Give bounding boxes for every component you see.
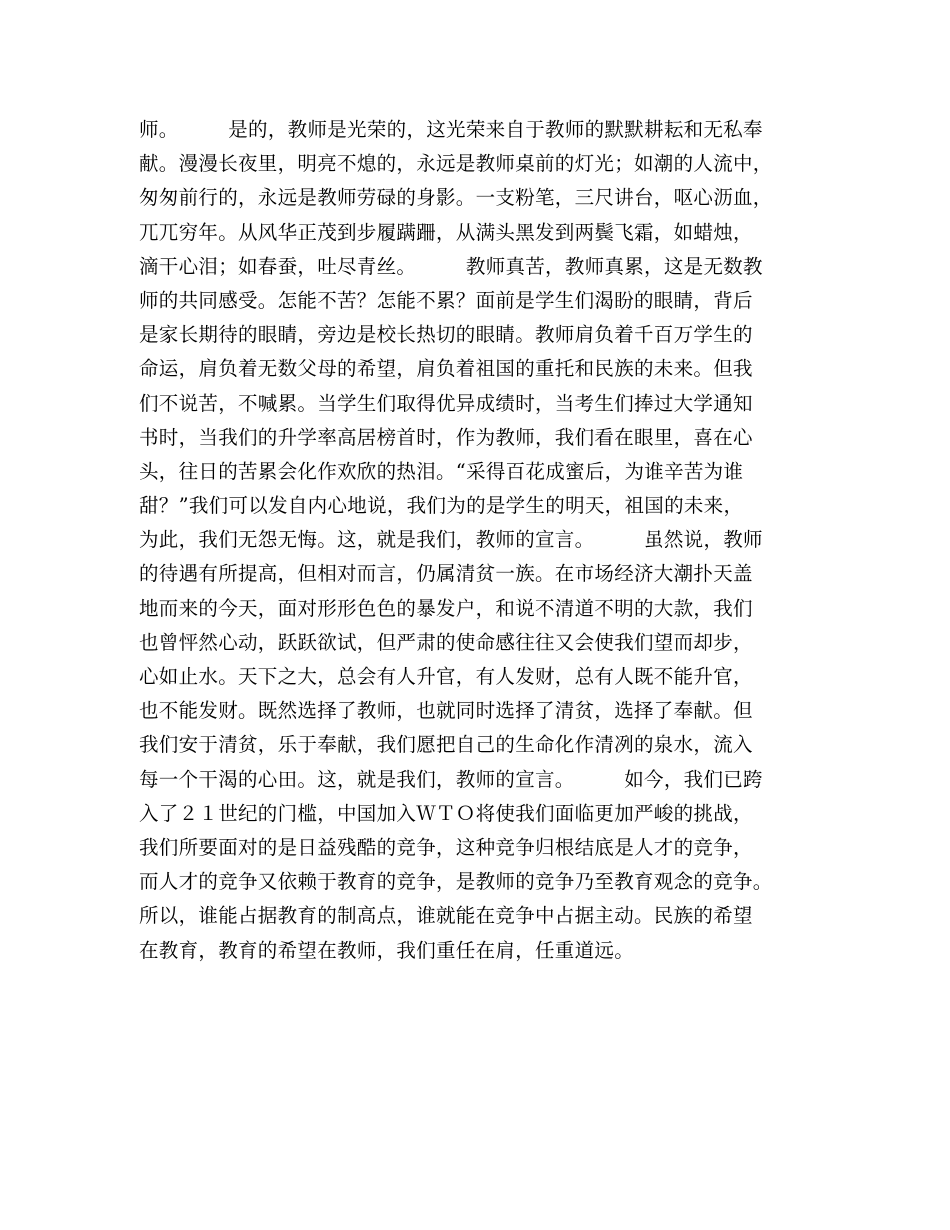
text-line: 命运，肩负着无数父母的希望，肩负着祖国的重托和民族的未来。但我 <box>139 357 753 381</box>
text-line: 我们安于清贫，乐于奉献，我们愿把自己的生命化作清冽的泉水，流入 <box>139 733 753 757</box>
text-line: 每一个干渴的心田。这，就是我们，教师的宣言。 如今，我们已跨 <box>139 767 763 791</box>
text-line: 在教育，教育的希望在教师，我们重任在肩，任重道远。 <box>139 938 635 962</box>
text-line: 书时，当我们的升学率高居榜首时，作为教师，我们看在眼里，喜在心 <box>139 425 753 449</box>
text-line: 我们所要面对的是日益残酷的竞争，这种竞争归根结底是人才的竞争， <box>139 835 753 859</box>
text-line: 匆匆前行的，永远是教师劳碌的身影。一支粉笔，三尺讲台，呕心沥血， <box>139 186 773 210</box>
text-line: 滴干心泪；如春蚕，吐尽青丝。 教师真苦，教师真累，这是无数教 <box>139 254 763 278</box>
text-line: 献。漫漫长夜里，明亮不熄的，永远是教师桌前的灯光；如潮的人流中， <box>139 152 773 176</box>
text-line: 甜？”我们可以发自内心地说，我们为的是学生的明天，祖国的未来， <box>139 494 744 518</box>
body-text <box>139 113 839 968</box>
text-line: 心如止水。天下之大，总会有人升官，有人发财，总有人既不能升官， <box>139 665 753 688</box>
text-line: 也不能发财。既然选择了教师，也就同时选择了清贫，选择了奉献。但 <box>139 699 753 723</box>
text-line: 也曾怦然心动，跃跃欲试，但严肃的使命感往往又会使我们望而却步， <box>139 630 753 654</box>
text-line: 是家长期待的眼睛，旁边是校长热切的眼睛。教师肩负着千百万学生的 <box>139 323 753 347</box>
text-line: 而人才的竞争又依赖于教育的竞争，是教师的竞争乃至教育观念的竞争。 <box>139 870 773 894</box>
text-line: 师的共同感受。怎能不苦？怎能不累？面前是学生们渴盼的眼睛，背后 <box>139 288 753 312</box>
text-line: 头，往日的苦累会化作欢欣的热泪。“采得百花成蜜后，为谁辛苦为谁 <box>139 459 744 483</box>
text-line: 入了２１世纪的门槛，中国加入ＷＴＯ将使我们面临更加严峻的挑战， <box>139 801 753 825</box>
text-line: 兀兀穷年。从风华正茂到步履蹒跚，从满头黑发到两鬓飞霜，如蜡烛， <box>139 220 753 244</box>
text-line: 的待遇有所提高，但相对而言，仍属清贫一族。在市场经济大潮扑天盖 <box>139 562 753 586</box>
text-line: 们不说苦，不喊累。当学生们取得优异成绩时，当考生们捧过大学通知 <box>139 391 753 415</box>
text-line: 为此，我们无怨无悔。这，就是我们，教师的宣言。 虽然说，教师 <box>139 528 763 552</box>
text-line: 地而来的今天，面对形形色色的暴发户，和说不清道不明的大款，我们 <box>139 596 753 620</box>
text-line: 师。 是的，教师是光荣的，这光荣来自于教师的默默耕耘和无私奉 <box>139 118 763 141</box>
text-line: 所以，谁能占据教育的制高点，谁就能在竞争中占据主动。民族的希望 <box>139 904 753 928</box>
